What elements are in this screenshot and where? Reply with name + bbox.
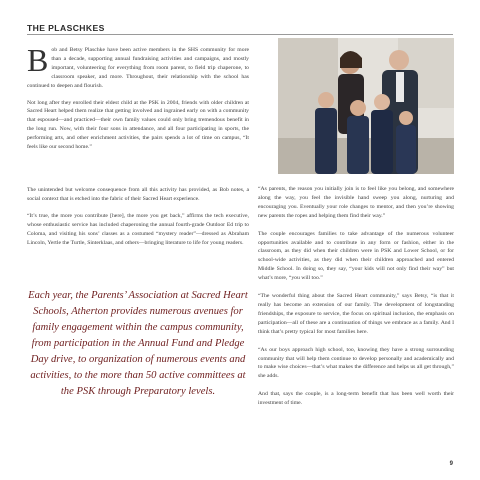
- section-title: THE PLASCHKES: [27, 23, 105, 33]
- family-photo: [278, 38, 454, 174]
- right-paragraph-3: “The wonderful thing about the Sacred Heart community,” says Betsy, “is that it really has become an extension of our family. The development of longstanding friendships, the exposure to service, the focus on spiritual inclusion, the emphasis on participation—all of these are a continuation of things we embrace as a family. And I think that’s pretty typical for most families here.: [258, 293, 454, 335]
- left-column-lower: [27, 186, 249, 247]
- left-paragraph-3: The unintended but welcome consequence from all this activity has provided, as Bob notes, a social context that is etched into the fabric of their Sacred Heart experience.: [27, 187, 249, 202]
- drop-cap: B: [27, 42, 49, 78]
- right-column: [258, 185, 454, 408]
- family-photo-illustration: [278, 38, 454, 174]
- intro-paragraph: Bob and Betsy Plaschke have been active members in the SHS community for more than a decade, supporting annual fundraising activities and campaigns, and mostly important, volunteering for everything from room parent, to field trip chaperone, to classroom speaker, and more. Throughout, their relationship with the school has continued to deepen and flourish.: [27, 42, 249, 89]
- title-rule: [27, 34, 453, 35]
- left-paragraph-2: Not long after they enrolled their eldest child at the PSK in 2004, friends with older children at Sacred Heart helped them realize that getting involved and ingrained early on with a community that espoused—and practiced—their own family values could only bring tremendous benefit in the long run. Now, with their four sons in attendance, and all four participating in sports, the performing arts, and other enrichment activities, the pairs spends a lot of time on campus, “It feels like our second home.”: [27, 99, 249, 151]
- left-column-upper: [27, 42, 249, 152]
- right-paragraph-4: “As our boys approach high school, too, knowing they have a strong surrounding community that will help them continue to develop personally and academically and to make wise choices—that’s what makes the difference and helps us all get through,” she adds.: [258, 346, 454, 380]
- right-paragraph-5: And that, says the couple, is a long-term benefit that has been well worth their investment of time.: [258, 391, 454, 407]
- left-paragraph-4: “It’s true, the more you contribute [here], the more you get back,” affirms the tech executive, whose enthusiastic service has included chaperoning the annual fourth-grade Outdoor Ed trip to Coloma, and visiting his sons’ classes as a costumed “mystery reader”—dressed as Abraham Lincoln, Yertle the Turtle, Sinterklaas, and others—bringing literature to life for young readers.: [27, 212, 249, 246]
- pull-quote: Each year, the Parents’ Association at Sacred Heart Schools, Atherton provides numerous avenues for family engagement within the campus community, from participation in the Annual Fund and Pledge Day drive, to organization of numerous events and activities, to the more than 50 active committees at the PSK through Preparatory levels.: [28, 290, 248, 397]
- right-paragraph-1: “As parents, the reason you initially join is to feel like you belong, and somewhere along the way, you feel the invisible hand sweep you along, nurturing and encouraging you. Eventually your role changes to mentor, and then you’re showing new parents the ropes and helping them find their way.”: [258, 186, 454, 219]
- page-number: 9: [449, 461, 453, 467]
- right-paragraph-2: The couple encourages families to take advantage of the numerous volunteer opportunities available and to contribute in any form or fashion, either in the classroom, as they did when their children were in PSK and Lower School, or for school-wide activities, as they did when their children approached and entered Middle School. In doing so, they say, “your kids will not only find their way” but what’s more, “you will too.”: [258, 230, 454, 282]
